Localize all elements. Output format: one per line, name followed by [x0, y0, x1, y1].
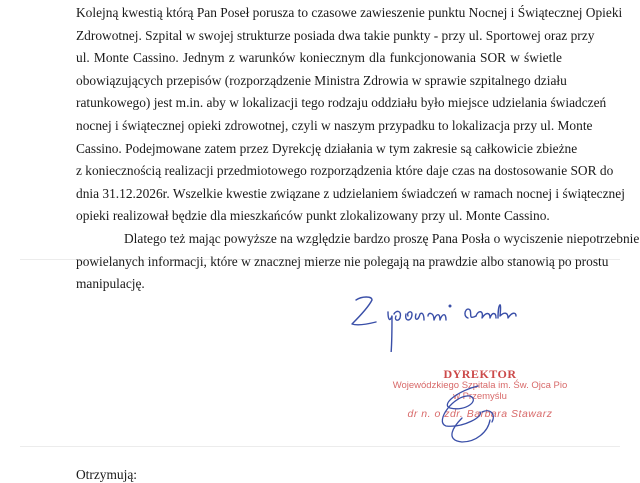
text-line: powielanych informacji, które w znacznej mierze nie polegają na prawdzie albo stanowią po prostu: [76, 253, 609, 269]
director-signature: [420, 382, 520, 451]
handwritten-closing: [348, 292, 548, 357]
text-line: obowiązujących przepisów (rozporządzenie Ministra Zdrowia w sprawie szpitalnego działu: [76, 72, 567, 88]
text-line: dnia 31.12.2026r. Wszelkie kwestie związane z udzielaniem świadczeń w ramach nocnej i świątecznej: [76, 185, 625, 201]
stamp-city: w Przemyślu: [453, 391, 507, 402]
stamp-title: DYREKTOR: [443, 367, 517, 381]
letter-body: [76, 2, 640, 296]
handwritten-closing-icon: [348, 292, 548, 352]
text-line: ratunkowego) jest m.in. aby w lokalizacji tego rodzaju oddziału było miejsce udzielania świadczeń: [76, 95, 607, 111]
recipients-label: Otrzymują:: [76, 467, 137, 482]
signature-icon: [420, 382, 520, 446]
text-line: ul. Monte Cassino. Jednym z warunków koniecznym dla funkcjonowania SOR w świetle: [76, 50, 562, 66]
scan-artifact: [20, 446, 620, 447]
text-line: Dlatego też mając powyższe na względzie bardzo proszę Pana Posła o wyciszenie niepotrzebnie: [124, 230, 640, 246]
text-line: Zdrowotnej. Szpital w swojej strukturze posiada dwa takie punkty - przy ul. Sportowej oraz przy: [76, 27, 595, 43]
text-line: Kolejną kwestią którą Pan Poseł porusza to czasowe zawieszenie punktu Nocnej i Świątecznej Opieki: [76, 5, 623, 20]
text-line: Cassino. Podejmowane zatem przez Dyrekcję działania w tym zakresie są całkowicie zbieżne: [76, 140, 578, 156]
text-line: manipulację.: [76, 276, 145, 292]
text-line: nocnej i świątecznej opieki zdrowotnej, czyli w naszym przypadku to lokalizacja przy ul. Monte: [76, 117, 593, 133]
stamp-name: dr n. o zdr. Barbara Stawarz: [407, 408, 553, 420]
text-line: opieki realizował będzie dla mieszkańców punkt zlokalizowany przy ul. Monte Cassino.: [76, 208, 550, 224]
stamp-organization: Wojewódzkiego Szpitala im. Św. Ojca Pio: [392, 380, 568, 391]
text-line: z koniecznością realizacji przedmiotowego rozporządzenia które daje czas na dostosowanie SOR do: [76, 163, 614, 179]
